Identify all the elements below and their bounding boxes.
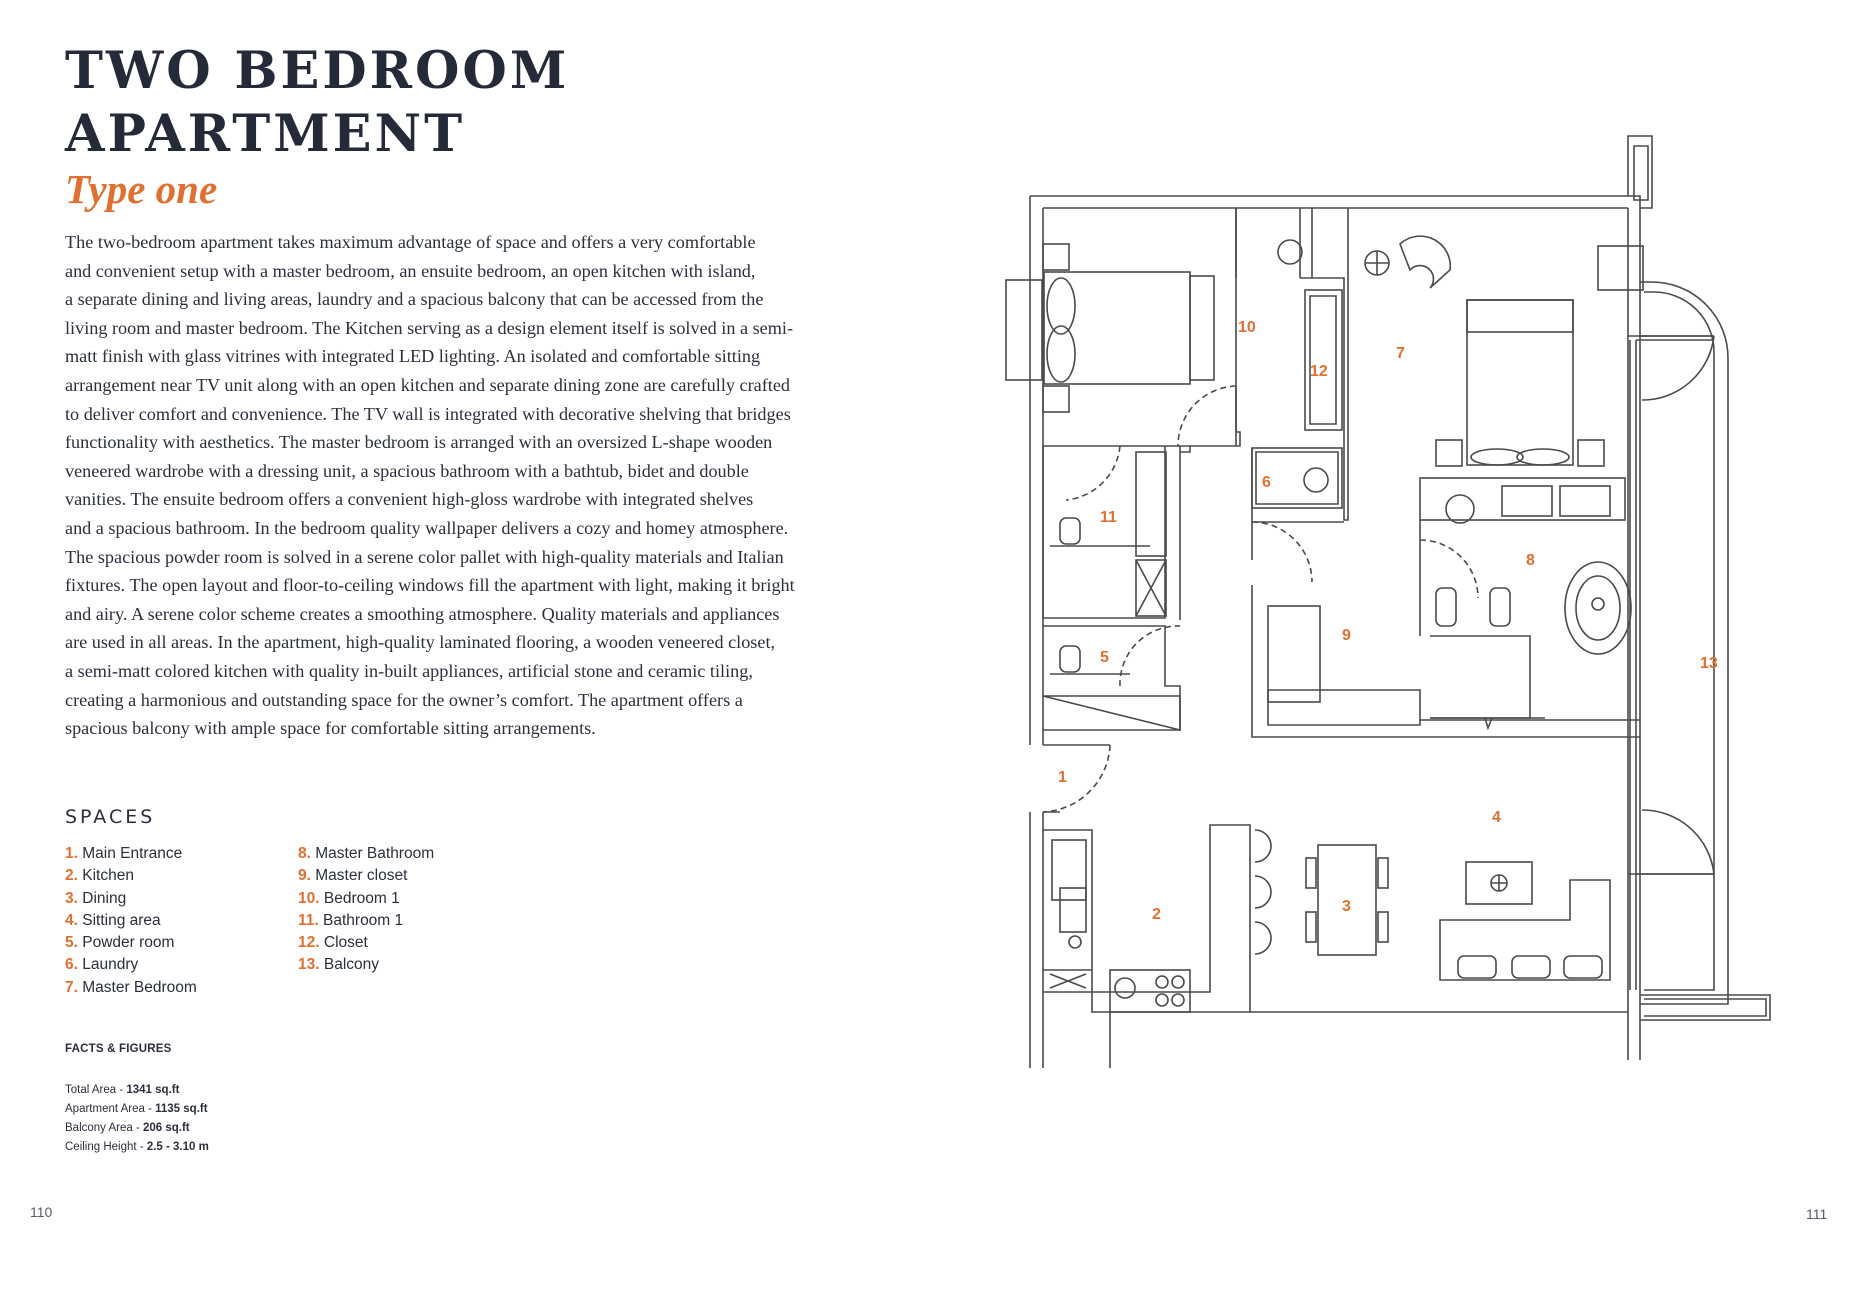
space-name: Main Entrance [82,845,183,862]
space-number: 4. [65,911,78,929]
plan-label-10: 10 [1238,319,1256,336]
title-line-1: TWO BEDROOM [65,41,570,101]
space-name: Master Bedroom [82,978,197,996]
space-name: Dining [82,889,127,907]
space-number: 9. [298,867,311,885]
space-number: 7. [65,978,78,996]
space-name: Master closet [315,867,408,885]
plan-label-13: 13 [1700,655,1718,672]
description-line: living room and master bedroom. The Kitchen serving as a design element itself is solved in a semi- [65,317,794,338]
description-line: to deliver comfort and convenience. The TV wall is integrated with decorative shelving that bridges [65,403,791,424]
plan-label-8: 8 [1526,552,1535,569]
description-line: and convenient setup with a master bedroom, an ensuite bedroom, an open kitchen with island, [65,260,756,281]
fact-label: Ceiling Height - [65,1141,147,1153]
space-number: 1. [65,845,78,862]
description-line: veneered wardrobe with a dressing unit, a spacious bathroom with a bathtub, bidet and double [65,460,749,481]
space-number: 11. [298,911,319,929]
fact-value: 1135 sq.ft [155,1103,208,1115]
fact-value: 2.5 - 3.10 m [146,1141,209,1153]
description-line: and airy. A serene color scheme creates a smoothing atmosphere. Quality materials and appliances [65,603,780,624]
description-line: creating a harmonious and outstanding space for the owner’s comfort. The apartment offers a [65,689,743,710]
space-name: Closet [323,934,368,952]
description-line: vanities. The ensuite bedroom offers a convenient high-gloss wardrobe with integrated shelves [65,489,754,510]
plan-label-4: 4 [1492,809,1501,826]
space-name: Sitting area [82,911,161,929]
plan-label-6: 6 [1262,474,1271,491]
title-line-2: APARTMENT [65,104,466,164]
space-number: 5. [65,934,78,952]
description-line: fixtures. The open layout and floor-to-ceiling windows fill the apartment with light, making it bright [65,575,795,596]
space-name: Bedroom 1 [323,889,400,907]
plan-label-2: 2 [1152,906,1161,923]
page-number-right: 111 [1806,1206,1828,1222]
space-number: 12. [298,934,320,952]
space-number: 3. [65,889,78,907]
space-name: Kitchen [82,867,134,885]
description-line: The spacious powder room is solved in a serene color pallet with high-quality materials and Italian [65,546,784,567]
space-number: 6. [65,956,78,974]
plan-label-1: 1 [1058,769,1067,786]
spaces-heading: SPACES [65,806,156,828]
fact-label: Apartment Area - [65,1103,156,1115]
space-name: Laundry [82,956,139,974]
plan-label-9: 9 [1342,627,1351,644]
description-line: matt finish with glass vitrines with integrated LED lighting. An isolated and comfortable sitting [65,346,761,367]
description-line: a separate dining and living areas, laundry and a spacious balcony that can be accessed from the [65,289,764,310]
space-name: Balcony [323,956,380,974]
page-number-left: 110 [30,1204,53,1220]
space-number: 2. [65,867,78,885]
fact-label: Total Area - [65,1084,127,1096]
description-line: and a spacious bathroom. In the bedroom quality wallpaper delivers a cozy and homey atmosphere. [65,517,789,538]
space-name: Powder room [82,934,175,952]
plan-walls [1006,136,1770,1068]
plan-label-3: 3 [1342,898,1351,915]
plan-label-12: 12 [1310,363,1328,380]
description-line: The two-bedroom apartment takes maximum advantage of space and offers a very comfortable [65,232,756,252]
fact-value: 1341 sq.ft [126,1084,180,1096]
space-number: 8. [298,845,311,862]
page-subtitle: Type one [65,166,218,212]
description-line: are used in all areas. In the apartment, high-quality laminated flooring, a wooden veneered closet, [65,632,776,653]
plan-label-7: 7 [1396,345,1405,362]
space-name: Master Bathroom [315,845,435,862]
fact-label: Balcony Area - [65,1122,143,1134]
description-line: functionality with aesthetics. The master bedroom is arranged with an oversized L-shape wooden [65,432,773,453]
space-number: 13. [298,956,320,974]
plan-label-11: 11 [1100,509,1117,526]
space-number: 10. [298,889,320,907]
description-line: a semi-matt colored kitchen with quality in-built appliances, artificial stone and ceramic tiling, [65,660,753,681]
description-line: spacious balcony with ample space for comfortable sitting arrangements. [65,718,596,739]
space-name: Bathroom 1 [323,911,404,929]
facts-heading: FACTS & FIGURES [65,1043,172,1055]
fact-value: 206 sq.ft [142,1122,190,1134]
description-line: arrangement near TV unit along with an open kitchen and separate dining zone are carefully crafted [65,374,791,395]
plan-label-5: 5 [1100,649,1109,666]
